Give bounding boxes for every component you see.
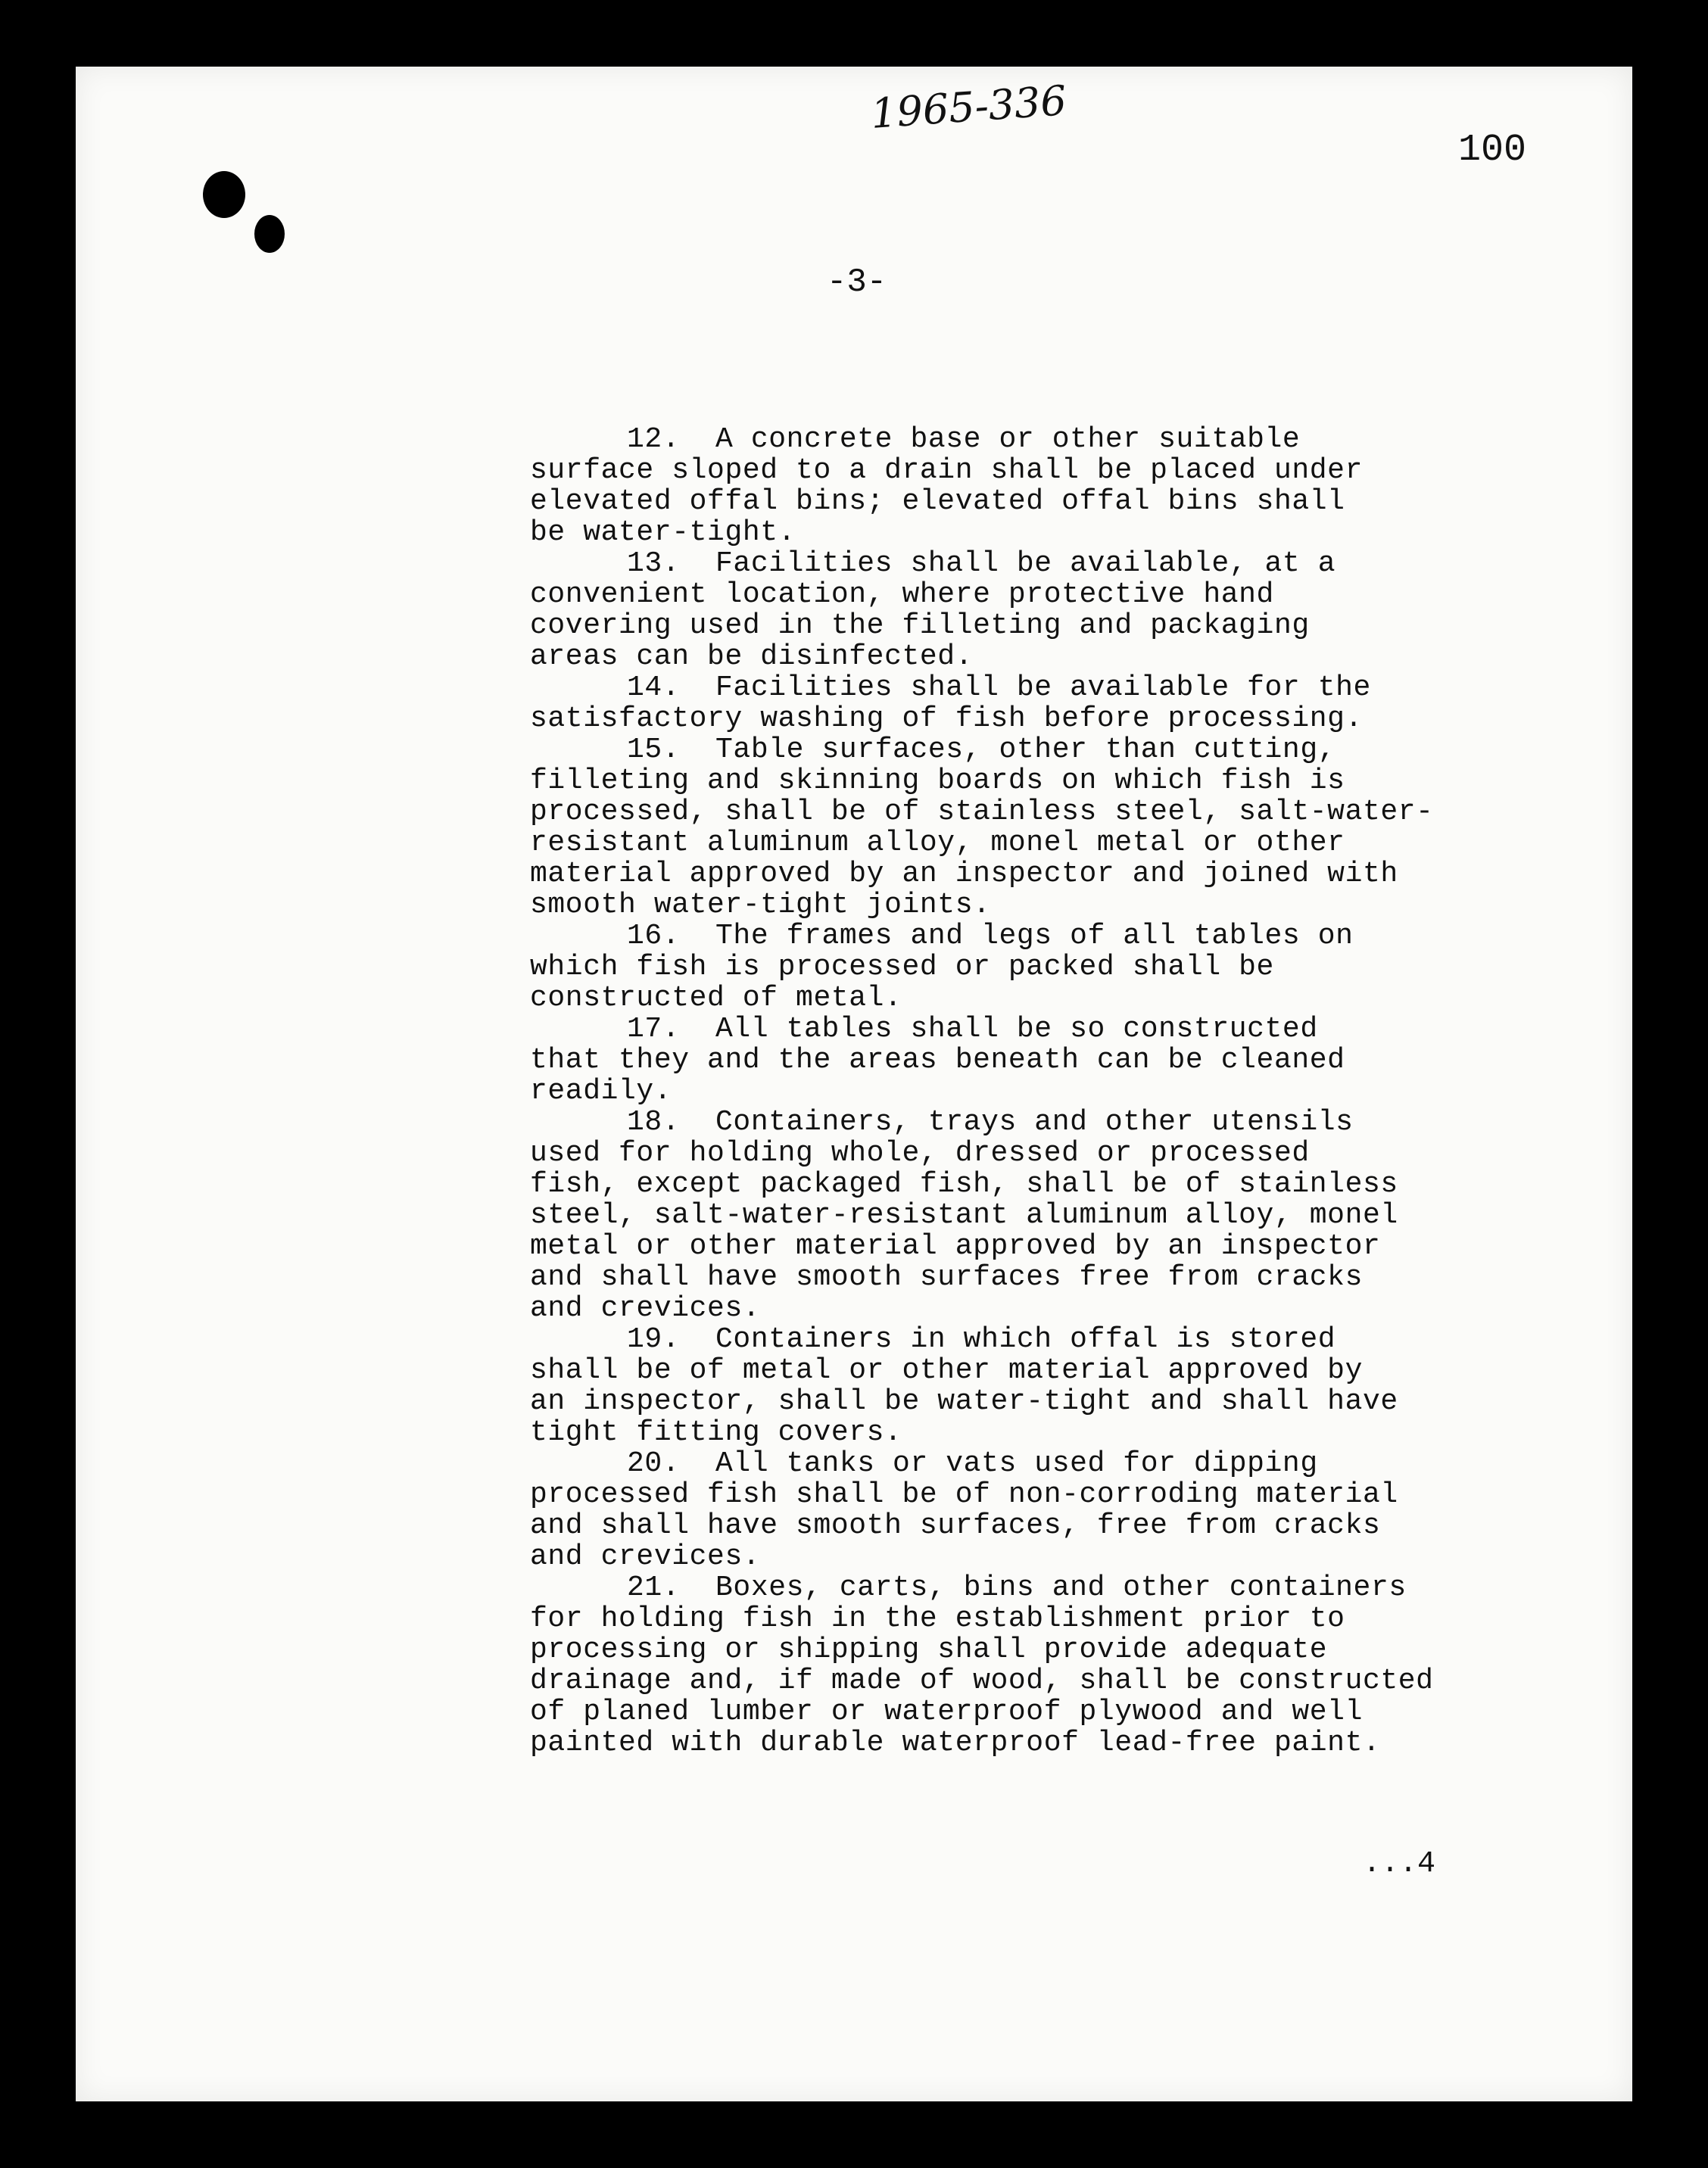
paragraph-15-line: material approved by an inspector and joined with <box>530 858 1398 890</box>
paragraph-18-line: fish, except packaged fish, shall be of stainless <box>530 1168 1398 1201</box>
continuation-marker: ...4 <box>1363 1847 1436 1881</box>
paragraph-18-line: and crevices. <box>530 1292 761 1325</box>
paragraph-21-line: of planed lumber or waterproof plywood and well <box>530 1696 1363 1728</box>
paragraph-19-line: an inspector, shall be water-tight and shall have <box>530 1385 1398 1418</box>
page-number: -3- <box>827 263 887 301</box>
paragraph-15-line: resistant aluminum alloy, monel metal or other <box>530 827 1345 859</box>
paragraph-15-line: 15. Table surfaces, other than cutting, <box>627 734 1336 766</box>
paragraph-12-line: 12. A concrete base or other suitable <box>627 423 1301 456</box>
paragraph-13-line: covering used in the filleting and packaging <box>530 609 1310 642</box>
paragraph-12-line: surface sloped to a drain shall be placed under <box>530 454 1363 487</box>
paragraph-20-line: processed fish shall be of non-corroding material <box>530 1478 1398 1511</box>
paragraph-16-line: which fish is processed or packed shall be <box>530 951 1274 983</box>
paragraph-21-line: drainage and, if made of wood, shall be constructed <box>530 1665 1434 1697</box>
paragraph-20-line: and crevices. <box>530 1540 761 1573</box>
paragraph-21-line: processing or shipping shall provide adequate <box>530 1634 1328 1666</box>
paragraph-20-line: and shall have smooth surfaces, free from cracks <box>530 1509 1381 1542</box>
paragraph-19-line: 19. Containers in which offal is stored <box>627 1323 1336 1356</box>
paragraph-18-line: used for holding whole, dressed or processed <box>530 1137 1310 1170</box>
paragraph-19-line: tight fitting covers. <box>530 1416 902 1449</box>
paragraph-12-line: be water-tight. <box>530 516 796 549</box>
folio-number: 100 <box>1458 129 1527 172</box>
body-text <box>530 424 1514 1758</box>
paragraph-14-line: satisfactory washing of fish before processing. <box>530 702 1363 735</box>
paragraph-14-line: 14. Facilities shall be available for the <box>627 671 1371 704</box>
paragraph-21-line: painted with durable waterproof lead-free paint. <box>530 1727 1381 1759</box>
punch-hole-bottom <box>254 215 285 253</box>
paragraph-15-line: filleting and skinning boards on which fish is <box>530 765 1345 797</box>
paragraph-16-line: constructed of metal. <box>530 982 902 1014</box>
paragraph-12-line: elevated offal bins; elevated offal bins shall <box>530 485 1345 518</box>
paragraph-21-line: for holding fish in the establishment prior to <box>530 1603 1345 1635</box>
paragraph-13-line: convenient location, where protective hand <box>530 578 1274 611</box>
paragraph-17-line: that they and the areas beneath can be cleaned <box>530 1044 1345 1076</box>
handwritten-reference: 1965-336 <box>869 76 1068 138</box>
paragraph-17-line: readily. <box>530 1075 672 1107</box>
paragraph-17-line: 17. All tables shall be so constructed <box>627 1013 1318 1045</box>
paragraph-18-line: and shall have smooth surfaces free from cracks <box>530 1261 1363 1294</box>
paragraph-13-line: 13. Facilities shall be available, at a <box>627 547 1336 580</box>
punch-hole-top <box>203 171 245 218</box>
paragraph-18-line: 18. Containers, trays and other utensils <box>627 1106 1354 1139</box>
paragraph-19-line: shall be of metal or other material approved by <box>530 1354 1363 1387</box>
paragraph-15-line: smooth water-tight joints. <box>530 889 991 921</box>
paragraph-20-line: 20. All tanks or vats used for dipping <box>627 1447 1318 1480</box>
paragraph-16-line: 16. The frames and legs of all tables on <box>627 920 1354 952</box>
paragraph-18-line: steel, salt-water-resistant aluminum alloy, monel <box>530 1199 1398 1232</box>
paragraph-18-line: metal or other material approved by an inspector <box>530 1230 1381 1263</box>
paragraph-21-line: 21. Boxes, carts, bins and other containers <box>627 1571 1407 1604</box>
paragraph-13-line: areas can be disinfected. <box>530 640 974 673</box>
paragraph-15-line: processed, shall be of stainless steel, salt-water- <box>530 796 1434 828</box>
